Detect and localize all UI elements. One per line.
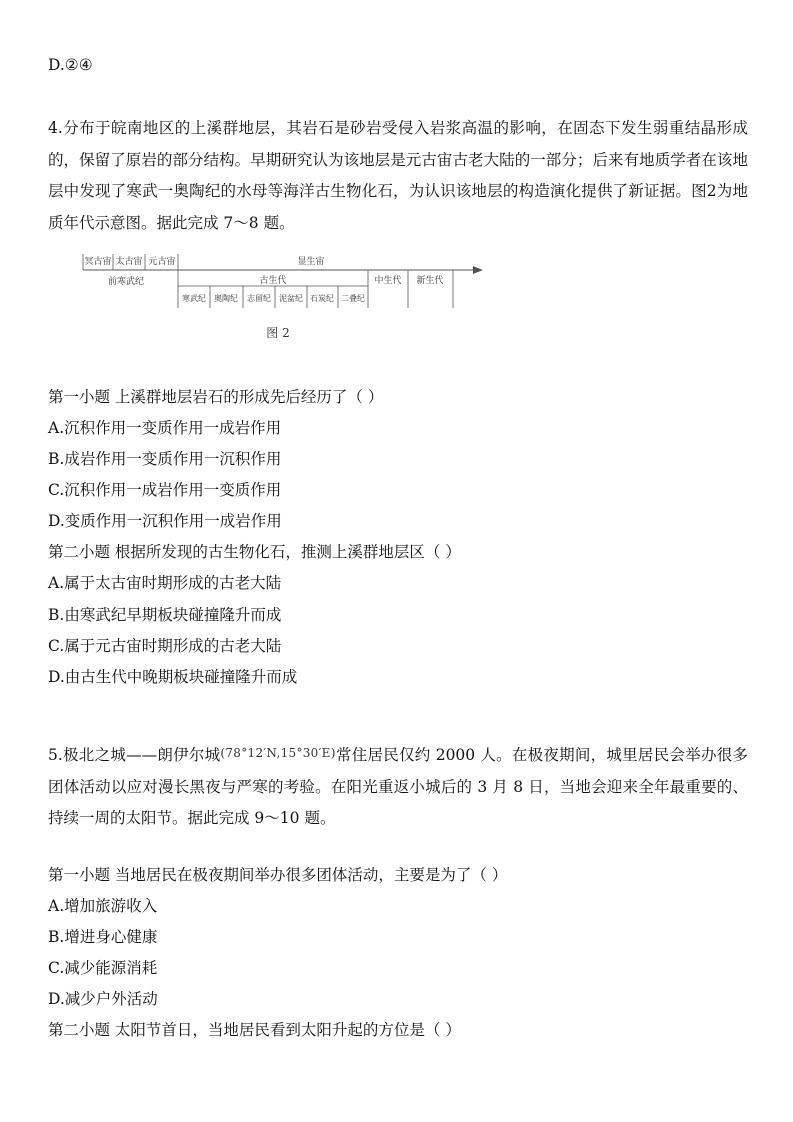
q4-sub1-option-b: B.成岩作用一变质作用一沉积作用 [48,450,282,468]
q5-sub2-stem: 第二小题 太阳节首日，当地居民看到太阳升起的方位是（ ） [48,1021,461,1039]
era-label-cenozoic: 新生代 [416,276,444,286]
q5-sub1-option-a: A.增加旅游收入 [48,897,158,915]
q4-sub1-stem: 第一小题 上溪群地层岩石的形成先后经历了（ ） [48,388,384,406]
era-label-mesozoic: 中生代 [374,276,402,286]
q4-sub1-option-d: D.变质作用一沉积作用一成岩作用 [48,512,282,530]
precambrian-label: 前寒武纪 [107,277,145,287]
eon-label-proterozoic: 元古宙 [148,257,176,267]
eon-label-phanerozoic: 显生宙 [297,257,325,267]
eon-label-hadean: 冥古宙 [84,257,112,267]
q5-coordinates: (78°12′N,15°30′E) [220,746,336,760]
era-label-paleozoic: 古生代 [259,276,287,286]
eon-label-archean: 太古宙 [115,257,143,267]
q4-sub1-option-a: A.沉积作用一变质作用一成岩作用 [48,419,282,437]
q5-sub1-stem: 第一小题 当地居民在极夜期间举办很多团体活动，主要是为了（ ） [48,866,508,884]
q5-sub1-option-b: B.增进身心健康 [48,928,158,946]
previous-option-d: D.②④ [48,56,93,74]
geologic-time-diagram [78,248,488,348]
q4-sub2-option-a: A.属于太古宙时期形成的古老大陆 [48,574,282,592]
question-4-text: 4.分布于皖南地区的上溪群地层，其岩石是砂岩受侵入岩浆高温的影响，在固态下发生弱重结晶形成的，保留了原岩的部分结构。早期研究认为该地层是元古宙古老大陆的一部分；后来有地质学者在该地层中发现了寒武一奥陶纪的水母等海洋古生物化石，为认识该地层的构造演化提供了新证据。图2为地质年代示意图。据此完成 7～8 题。 [48,119,748,232]
q4-sub2-option-b: B.由寒武纪早期板块碰撞隆升而成 [48,606,282,624]
period-label-ordovician: 奥陶纪 [214,294,238,303]
period-label-silurian: 志留纪 [247,294,271,303]
period-label-carboniferous: 石炭纪 [310,294,334,303]
period-label-devonian: 泥盆纪 [279,294,303,303]
q4-sub2-option-c: C.属于元古宙时期形成的古老大陆 [48,637,282,655]
q4-sub2-option-d: D.由古生代中晚期板块碰撞隆升而成 [48,668,298,686]
q5-sub1-option-c: C.减少能源消耗 [48,959,158,977]
figure-caption: 图 2 [266,326,290,340]
question-5-text [48,738,748,835]
period-label-cambrian: 寒武纪 [182,294,206,303]
q4-sub1-option-c: C.沉积作用一成岩作用一变质作用 [48,481,282,499]
q5-lead: 5.极北之城——朗伊尔城 [48,746,221,764]
q5-rest: 常住居民仅约 2000 人。在极夜期间，城里居民会举办很多团体活动以应对漫长黑夜与严寒的考验。在阳光重返小城后的 3 月 8 日，当地会迎来全年最重要的、持续一周的太阳节。据此完成 9～10 题。 [48,746,748,827]
q5-sub1-option-d: D.减少户外活动 [48,990,158,1008]
period-label-permian: 二叠纪 [341,294,365,303]
q4-sub2-stem: 第二小题 根据所发现的古生物化石，推测上溪群地层区（ ） [48,543,461,561]
